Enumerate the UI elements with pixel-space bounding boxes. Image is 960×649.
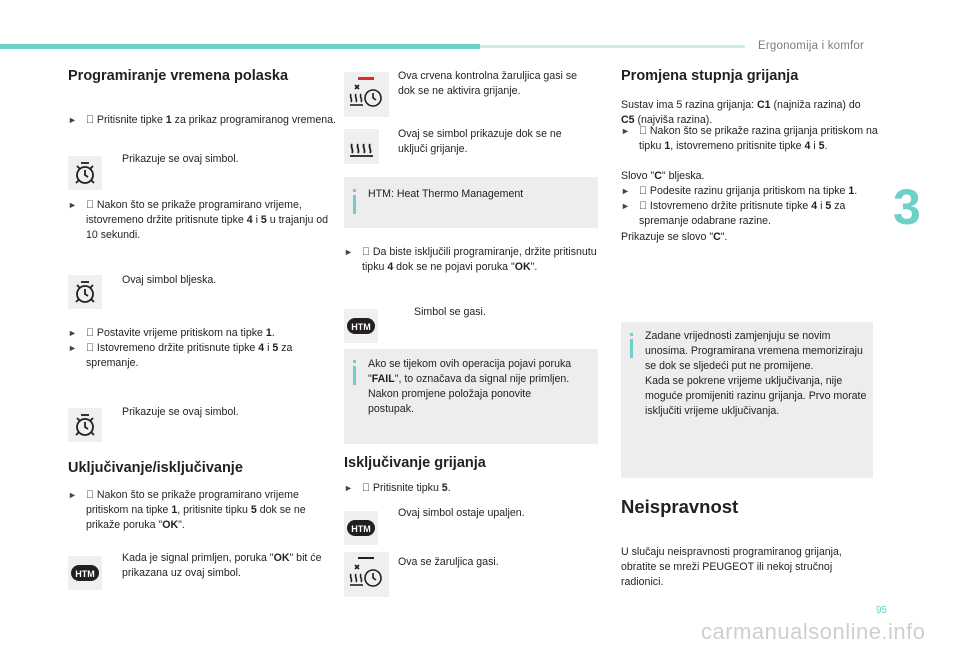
symbol-text-7: Simbol se gasi. <box>414 306 486 318</box>
symbol-text-9: Ova se žaruljica gasi. <box>398 556 499 568</box>
key-label: 5 <box>818 140 825 152</box>
paragraph-c-flashes <box>621 169 705 184</box>
heating-clock-red-icon <box>344 72 389 117</box>
info-box-fail <box>344 349 598 444</box>
text: (najviša razina). <box>634 114 713 126</box>
symbol-text-3: Prikazuje se ovaj simbol. <box>122 406 239 418</box>
bullet-marker: ► <box>621 201 630 211</box>
clock-schedule-icon <box>68 156 102 190</box>
bullet-marker: ► <box>621 186 630 196</box>
text: dok se ne pojavi poruka " <box>393 261 515 273</box>
info-text-htm: HTM: Heat Thermo Management <box>368 188 524 200</box>
text: Ako se tijekom ovih operacija pojavi poruka " <box>368 358 572 385</box>
info-dot <box>630 333 633 336</box>
key-label: 1 <box>165 114 172 126</box>
key-label: 5 <box>260 214 267 226</box>
key-label: 4 <box>387 261 394 273</box>
heading-fault: Neispravnost <box>621 496 739 517</box>
info-paragraph: Kada se pokrene vrijeme uključivanja, nije moguće promijeniti razinu grijanja. Prvo morate isključiti vrijeme uključivanja. <box>645 375 867 417</box>
key-label: 4 <box>246 214 253 226</box>
heating-clock-icon <box>344 552 389 597</box>
htm-icon <box>344 309 378 343</box>
heating-waves-icon <box>344 129 379 164</box>
bullet-marker: ► <box>344 483 353 493</box>
level-label: C <box>654 170 662 182</box>
text: i <box>810 140 819 152</box>
chapter-number: 3 <box>893 179 921 235</box>
info-text-fail <box>368 357 578 417</box>
text: (najniža razina) do <box>770 99 861 111</box>
info-bar <box>353 195 356 214</box>
clock-schedule-icon <box>68 275 102 309</box>
level-label: C <box>713 231 721 243</box>
key-label: 4 <box>804 140 811 152</box>
bullet-on-off <box>68 488 341 533</box>
watermark: carmanualsonline.info <box>701 619 926 644</box>
heading-on-off: Uključivanje/isključivanje <box>68 460 243 476</box>
htm-icon-label: HTM <box>75 569 95 579</box>
header-accent-bar <box>0 44 480 49</box>
info-bar <box>353 366 356 385</box>
key-label: 4 <box>258 342 265 354</box>
text: i <box>252 214 261 226</box>
heading-heating-off: Isključivanje grijanja <box>344 455 486 471</box>
bullet-disable-programming <box>344 245 607 275</box>
text: Pritisnite tipke <box>96 114 166 126</box>
level-label: C5 <box>621 114 635 126</box>
key-label: 1 <box>848 185 855 197</box>
text: Istovremeno držite pritisnute tipke <box>649 200 812 212</box>
symbol-text-6: Ovaj se simbol prikazuje dok se ne uključi grijanje. <box>398 128 562 155</box>
text: Prikazuje se slovo " <box>621 231 714 243</box>
text: Kada je signal primljen, poruka " <box>122 552 274 564</box>
text: " bit će prikazana uz ovaj simbol. <box>122 552 322 579</box>
text: , pritisnite tipku <box>177 504 251 516</box>
bullet-marker: ► <box>68 343 77 353</box>
bullet-adjust-level <box>621 184 889 199</box>
symbol-text-5: Ova crvena kontrolna žaruljica gasi se dok se ne aktivira grijanje. <box>398 70 578 97</box>
text: Istovremeno držite pritisnute tipke <box>96 342 259 354</box>
htm-icon <box>344 511 378 545</box>
bullet-marker: ► <box>344 247 353 257</box>
key-label: 1 <box>265 327 272 339</box>
bullet-save <box>68 341 341 371</box>
htm-icon-label: HTM <box>351 322 371 332</box>
bullet-show-level <box>621 124 884 154</box>
text: dok se ne prikaže poruka " <box>86 504 306 531</box>
header-accent-bar-light <box>480 45 745 48</box>
bullet-set-time <box>68 326 341 341</box>
text: , istovremeno pritisnite tipke <box>670 140 805 152</box>
text: i <box>264 342 273 354</box>
message-label: OK <box>162 519 179 531</box>
bullet-marker: ► <box>68 200 77 210</box>
info-box-defaults <box>621 322 873 478</box>
bullet-marker: ► <box>621 126 630 136</box>
section-title: Ergonomija i komfor <box>758 40 865 52</box>
text: Postavite vrijeme pritiskom na tipke <box>96 327 266 339</box>
bullet-press-key-5 <box>344 481 607 496</box>
key-label: 1 <box>664 140 671 152</box>
paragraph-fault: U slučaju neispravnosti programiranog grijanja, obratite se mreži PEUGEOT ili nekoj stručnoj radionici. <box>621 546 842 588</box>
text: . <box>271 327 275 339</box>
text: Nakon što se prikaže razina grijanja pritiskom na tipku <box>639 125 878 152</box>
text: . <box>854 185 858 197</box>
bullet-hold-keys <box>68 198 341 243</box>
bullet-marker: ► <box>68 328 77 338</box>
text: za spremanje odabrane razine. <box>639 200 846 227</box>
key-label: 1 <box>171 504 178 516</box>
text: ". <box>178 519 185 531</box>
text: ". <box>530 261 538 273</box>
symbol-text-8: Ovaj simbol ostaje upaljen. <box>398 507 525 519</box>
text: Pritisnite tipku <box>372 482 442 494</box>
text: . <box>447 482 451 494</box>
text: ", to označava da signal nije primljen. Nakon promjene položaja ponovite postupak. <box>368 373 570 415</box>
message-label: OK <box>273 552 290 564</box>
heading-programming: Programiranje vremena polaska <box>68 68 289 84</box>
text: za spremanje. <box>86 342 293 369</box>
htm-icon-label: HTM <box>351 524 371 534</box>
key-label: 5 <box>825 200 832 212</box>
symbol-text-4 <box>122 551 322 581</box>
text: ". <box>720 231 728 243</box>
text: u trajanju od 10 sekundi. <box>86 214 329 241</box>
paragraph-c-shown <box>621 230 727 245</box>
info-dot <box>353 360 356 363</box>
info-dot <box>353 189 356 192</box>
level-label: C1 <box>757 99 771 111</box>
symbol-text-2: Ovaj simbol bljeska. <box>122 274 217 286</box>
key-label: 5 <box>272 342 279 354</box>
info-text-defaults <box>645 329 867 419</box>
clock-schedule-icon <box>68 408 102 442</box>
bullet-show-time <box>68 113 336 128</box>
text: Nakon što se prikaže programirano vrijeme, istovremeno držite pritisnute tipke <box>86 199 302 226</box>
text: Podesite razinu grijanja pritiskom na tipke <box>649 185 849 197</box>
message-label: OK <box>514 261 531 273</box>
text: Da biste isključili programiranje, držite pritisnutu tipku <box>362 246 597 273</box>
htm-icon <box>68 556 102 590</box>
text: za prikaz programiranog vremena. <box>171 114 336 126</box>
text: . <box>824 140 828 152</box>
symbol-text-1: Prikazuje se ovaj simbol. <box>122 153 239 165</box>
info-box-htm <box>344 177 598 228</box>
key-label: 4 <box>811 200 818 212</box>
key-label: 5 <box>250 504 257 516</box>
text: Nakon što se prikaže programirano vrijeme pritiskom na tipke <box>86 489 299 516</box>
bullet-marker: ► <box>68 490 77 500</box>
bullet-save-level <box>621 199 884 229</box>
text: Sustav ima 5 razina grijanja: <box>621 99 758 111</box>
key-label: 5 <box>441 482 448 494</box>
page-number: 95 <box>876 605 888 616</box>
message-label: FAIL <box>371 373 395 385</box>
info-bar <box>630 339 633 358</box>
bullet-marker: ► <box>68 115 77 125</box>
heading-heating-level: Promjena stupnja grijanja <box>621 68 799 84</box>
text: i <box>817 200 826 212</box>
text: Slovo " <box>621 170 655 182</box>
text: " bljeska. <box>661 170 705 182</box>
info-paragraph: Zadane vrijednosti zamjenjuju se novim unosima. Programirana vremena memoriziraju se dok se sljedeći put ne promijene. <box>645 330 863 372</box>
